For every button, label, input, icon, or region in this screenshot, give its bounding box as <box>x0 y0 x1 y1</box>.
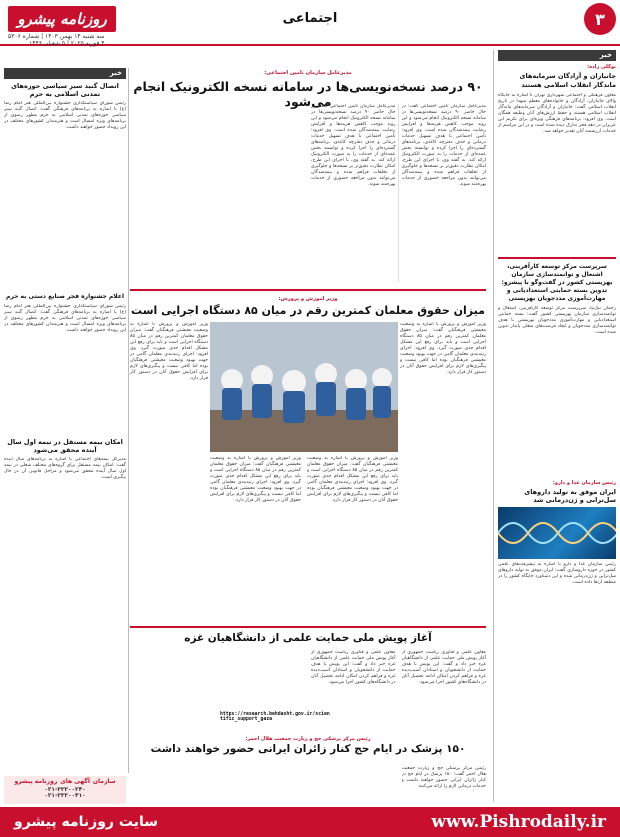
left-headline[interactable]: اتصال گنبد سبز سیاسی حوزه‌های تمدنی اسلامی به حرم <box>11 82 119 98</box>
right-headline[interactable]: جانبازان و آزادگان سرمایه‌های ماندگار انقلاب اسلامی هستند <box>519 72 616 89</box>
footer-label: سایت روزنامه پیشرو <box>14 814 158 830</box>
students-photo-icon <box>210 322 398 452</box>
mid-headline[interactable]: میزان حقوق معلمان کمترین رقم در میان ۸۵ دستگاه اجرایی است <box>131 304 485 317</box>
newspaper-logo[interactable]: روزنامه پیشرو <box>8 6 116 32</box>
gaza-body-text-2: معاون علمی و فناوری ریاست جمهوری از آغاز پویش ملی حمایت علمی از دانشگاهیان غزه خبر داد و گفت: این پویش با هدف حمایت از دانشجویان و استادان آسیب‌دیده غزه و فراهم کردن امکان ادامه تحصیل آنان در دانشگاه‌های کشور اجرا می‌شود. <box>311 650 396 685</box>
divider <box>130 289 486 291</box>
mid-body-text-2: وزیر آموزش و پرورش با اشاره به وضعیت معیشتی فرهنگیان گفت: میزان حقوق معلمان کمترین رقم در میان ۸۵ دستگاه اجرایی است و باید برای رفع این مشکل اقدام جدی صورت گیرد. وی افزود: اجرای رتبه‌بندی معلمان گامی در جهت بهبود وضعیت معیشتی فرهنگیان بوده اما کافی نیست و پیگیری‌های لازم برای افزایش حقوق آنان در دستور کار قرار دارد. <box>130 322 208 381</box>
left-column-header: خبر <box>4 68 126 79</box>
ad-phone-1[interactable]: ۰۲۱-۳۳۳۰۰۲۴۰ <box>44 787 86 793</box>
mid-body-text: وزیر آموزش و پرورش با اشاره به وضعیت معیشتی فرهنگیان گفت: میزان حقوق معلمان کمترین رقم در میان ۸۵ دستگاه اجرایی است و باید برای رفع این مشکل اقدام جدی صورت گیرد. وی افزود: اجرای رتبه‌بندی معلمان گامی در جهت بهبود وضعیت معیشتی فرهنگیان بوده اما کافی نیست و پیگیری‌های لازم برای افزایش حقوق آنان در دستور کار قرار دارد. <box>400 322 486 375</box>
page-header <box>0 0 620 46</box>
hajj-kicker: رئیس مرکز پزشکی حج و زیارت جمعیت هلال احمر: <box>245 736 371 742</box>
gaza-headline[interactable]: آغاز پویش ملی حمایت علمی از دانشگاهیان غزه <box>184 632 432 644</box>
hajj-story <box>130 736 486 756</box>
column-rule <box>493 50 494 802</box>
issue-date-line: سه شنبه ۱۴ بهمن ۱۴۰۳ | شماره ۵۳۰۶ <box>8 33 105 40</box>
mid-body-text-3: وزیر آموزش و پرورش با اشاره به وضعیت معیشتی فرهنگیان گفت: میزان حقوق معلمان کمترین رقم در میان ۸۵ دستگاه اجرایی است و باید برای رفع این مشکل اقدام جدی صورت گیرد. وی افزود: اجرای رتبه‌بندی معلمان گامی در جهت بهبود وضعیت معیشتی فرهنگیان بوده اما کافی نیست و پیگیری‌های لازم برای افزایش حقوق آنان در دستور کار قرار دارد. <box>307 456 398 503</box>
right-article-body-2: رحمان نیک‌نیا، سرپرست مرکز توسعه کارآفرینی، اشتغال و توانمندسازی سازمان بهزیستی کشور گفت: بسته حمایتی استعدادیابی و مهارت‌آموزی مددجویان بهزیستی با هدف توانمندسازی مددجویان و ایجاد فرصت‌های شغلی پایدار تدوین شده است. <box>498 306 616 335</box>
ad-title-1: سازمان <box>92 778 116 785</box>
right-column-header: خبر <box>498 50 616 61</box>
divider <box>130 626 486 628</box>
right-column <box>498 64 616 804</box>
right-subhead[interactable]: سرپرست مرکز توسعه کارآفرینی، اشتغال و توانمندسازی سازمان بهزیستی کشور در گفت‌وگو با پیشرو: تدوین بسته حمایتی استعدادیابی و مهارت‌آموزی مددجویان بهزیستی <box>501 263 613 302</box>
gaza-support-link[interactable]: https://research.behdasht.gov.ir/scientific_support_gaza <box>220 712 330 722</box>
issue-date-line-2: ۴ فوریه ۲۰۲۵ | ۵ شعبان ۱۴۴۶ <box>29 40 105 48</box>
ad-box[interactable] <box>4 776 126 804</box>
ad-title-3: روزنامه پیشرو <box>14 778 58 785</box>
gaza-body-text: معاون علمی و فناوری ریاست جمهوری از آغاز پویش ملی حمایت علمی از دانشگاهیان غزه خبر داد و گفت: این پویش با هدف حمایت از دانشجویان و استادان آسیب‌دیده غزه و فراهم کردن امکان ادامه تحصیل آنان در دانشگاه‌های کشور اجرا می‌شود. <box>401 650 486 685</box>
mid-kicker: وزیر آموزش و پرورش: <box>278 296 338 302</box>
column-rule <box>128 68 129 773</box>
lead-body-text-cont: مدیرعامل سازمان تأمین اجتماعی گفت: در حال حاضر ۹۰ درصد نسخه‌نویسی‌ها در سامانه نسخه الکترونیک انجام می‌شود و این روند موجب کاهش هزینه‌ها و افزایش رضایت بیمه‌شدگان شده است. وی افزود: تأمین اجتماعی با هدف تسهیل خدمات درمانی و حذف دفترچه کاغذی، برنامه‌های گسترده‌ای را اجرا کرده و توانسته بخش عمده‌ای از خدمات را به صورت الکترونیک ارائه کند. به گفته وی، با اجرای این طرح، امکان نظارت دقیق‌تر بر نسخه‌ها و جلوگیری از تخلفات فراهم شده و بیمه‌شدگان می‌توانند بدون مراجعه حضوری از خدمات بهره‌مند شوند. <box>311 104 396 187</box>
ad-title <box>4 778 126 785</box>
teachers-body-left <box>130 322 208 622</box>
right-article-body-3: رئیس سازمان غذا و دارو با اشاره به پیشرفت‌های علمی کشور در حوزه داروسازی گفت: ایران موفق به تولید داروهای سل‌ترابی و ژن‌درمانی شده و این دستاورد جایگاه کشور را در منطقه ارتقا داده است. <box>498 562 616 585</box>
left-article-body: رئیس شورای سیاستگذاری جشنواره بین‌المللی هنر امام رضا (ع) با اشاره به برنامه‌های فرهنگی گفت: اتصال گنبد سبز سیاسی حوزه‌های تمدنی اسلامی به حرم مطهر رضوی از برنامه‌های ویژه امسال است و هنرمندان کشورهای مختلف در این رویداد حضور خواهند داشت. <box>4 101 126 130</box>
teachers-story <box>130 296 486 318</box>
lead-kicker: مدیرعامل سازمان تأمین اجتماعی: <box>264 70 352 76</box>
page-number-badge: ۳ <box>584 3 616 35</box>
ad-title-2: آگهی های <box>60 778 90 785</box>
teachers-body-right <box>400 322 486 622</box>
left-headline-3[interactable]: امکان بیمه مستقل در نیمه اول سال آینده محقق می‌شود <box>7 438 123 454</box>
right-article-body: معاون فرهنگی و اجتماعی شهرداری تهران با اشاره به جایگاه والای جانبازان، آزادگان و خانواده‌های معظم شهدا در تاریخ انقلاب اسلامی گفت: جانبازان و آزادگان سرمایه‌های ماندگار انقلاب اسلامی هستند و حفظ ارزش‌های آنان وظیفه همگان است. وی افزود: برنامه‌های فرهنگی ویژه‌ای برای تکریم این عزیزان در دهه فجر تدارک دیده شده است و در این مراسم از خدمات ارزشمند آنان تقدیر خواهد شد. <box>498 93 616 134</box>
teachers-body-center <box>210 456 398 622</box>
ad-phone-2[interactable]: ۰۲۱-۳۳۳۰۰۴۱۰ <box>44 793 86 799</box>
hajj-body-text: رئیس مرکز پزشکی حج و زیارت جمعیت هلال احمر گفت: ۱۵۰ پزشک در ایام حج در کنار زائران ایرانی حضور خواهند داشت و خدمات درمانی لازم را ارائه می‌کنند. <box>401 766 486 789</box>
dna-photo <box>498 507 616 559</box>
left-column <box>4 82 126 772</box>
divider <box>498 257 616 259</box>
right-headline-2[interactable]: ایران موفق به تولید داروهای سل‌ترابی و ژن‌درمانی شد <box>524 488 616 504</box>
footer-banner <box>0 807 620 837</box>
left-headline-2[interactable]: اعلام جشنواره فجر صنایع دستی به حرم <box>5 293 125 300</box>
right-kicker: نوگلی زاده: <box>587 64 616 70</box>
hajj-article-body <box>130 766 486 802</box>
lead-body-text: مدیرعامل سازمان تأمین اجتماعی گفت: در حال حاضر ۹۰ درصد نسخه‌نویسی‌ها در سامانه نسخه الکترونیک انجام می‌شود و این روند موجب کاهش هزینه‌ها و افزایش رضایت بیمه‌شدگان شده است. وی افزود: تأمین اجتماعی با هدف تسهیل خدمات درمانی و حذف دفترچه کاغذی، برنامه‌های گسترده‌ای را اجرا کرده و توانسته بخش عمده‌ای از خدمات را به صورت الکترونیک ارائه کند. به گفته وی، با اجرای این طرح، امکان نظارت دقیق‌تر بر نسخه‌ها و جلوگیری از تخلفات فراهم شده و بیمه‌شدگان می‌توانند بدون مراجعه حضوری از خدمات بهره‌مند شوند. <box>401 104 486 187</box>
section-title: اجتماعی <box>282 11 338 26</box>
footer-url[interactable]: www.Pishrodaily.ir <box>431 812 606 832</box>
right-kicker-2: رئیس سازمان غذا و دارو: <box>552 480 616 486</box>
dna-helix-icon <box>498 507 616 559</box>
lead-article-body <box>130 104 486 282</box>
issue-info <box>8 33 105 47</box>
left-article-body-2: رئیس شورای سیاستگذاری جشنواره بین‌المللی هنر امام رضا (ع) با اشاره به برنامه‌های فرهنگی گفت: اتصال گنبد سبز سیاسی حوزه‌های تمدنی اسلامی به حرم مطهر رضوی از برنامه‌های ویژه امسال است و هنرمندان کشورهای مختلف در این رویداد حضور خواهند داشت. <box>4 304 126 333</box>
left-article-body-3: مدیرکل بیمه‌های اجتماعی با اشاره به برنامه‌های سال آینده گفت: امکان بیمه مستقل برای گروه‌های مختلف شغلی در نیمه اول سال آینده محقق می‌شود و مراحل قانونی آن در حال پیگیری است. <box>4 457 126 480</box>
classroom-photo <box>210 322 398 452</box>
hajj-headline[interactable]: ۱۵۰ پزشک در ایام حج کنار زائران ایرانی حضور خواهند داشت <box>150 743 466 755</box>
mid-body-text-4: وزیر آموزش و پرورش با اشاره به وضعیت معیشتی فرهنگیان گفت: میزان حقوق معلمان کمترین رقم در میان ۸۵ دستگاه اجرایی است و باید برای رفع این مشکل اقدام جدی صورت گیرد. وی افزود: اجرای رتبه‌بندی معلمان گامی در جهت بهبود وضعیت معیشتی فرهنگیان بوده اما کافی نیست و پیگیری‌های لازم برای افزایش حقوق آنان در دستور کار قرار دارد. <box>210 456 301 503</box>
lead-headline[interactable]: ۹۰ درصد نسخه‌نویسی‌ها در سامانه نسخه الکترونیک انجام می‌شود <box>133 79 483 109</box>
